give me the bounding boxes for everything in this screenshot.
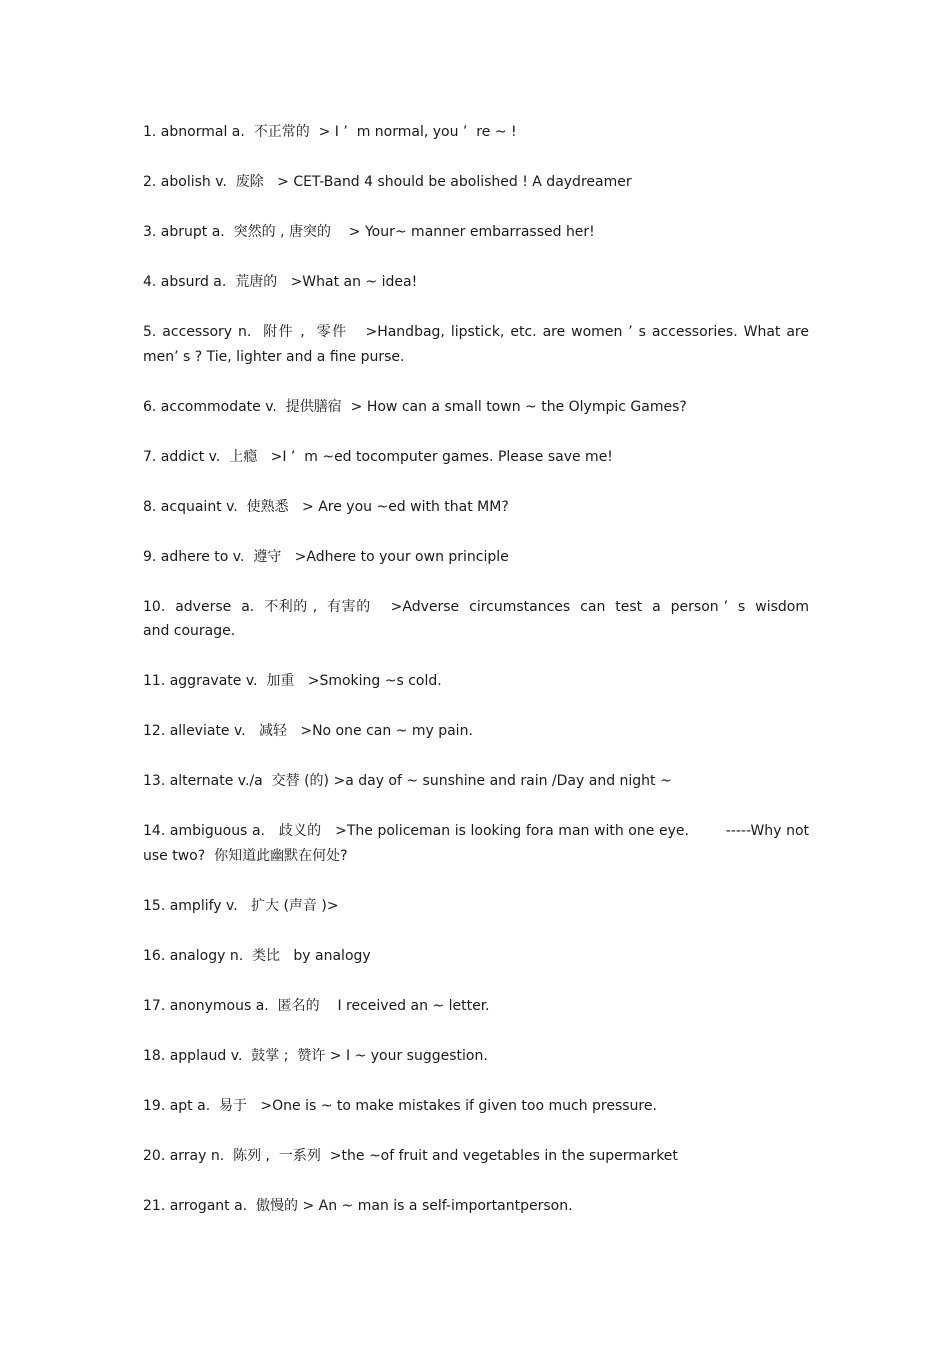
entry-analogy: 16. analogy n. 类比 by analogy bbox=[143, 947, 371, 964]
entry-aggravate: 11. aggravate v. 加重 >Smoking ~s cold. bbox=[143, 673, 442, 689]
entry-abrupt: 3. abrupt a. 突然的 , 唐突的 > Your~ manner embarrassed her! bbox=[143, 224, 595, 240]
entry-acquaint: 8. acquaint v. 使熟悉 > Are you ~ed with that MM? bbox=[143, 498, 509, 515]
entry-alternate: 13. alternate v./a 交替 (的) >a day of ~ sunshine and rain /Day and night ~ bbox=[143, 773, 672, 789]
entry-adhere-to: 9. adhere to v. 遵守 >Adhere to your own principle bbox=[143, 548, 509, 565]
entry-alleviate: 12. alleviate v. 减轻 >No one can ~ my pain. bbox=[143, 723, 473, 739]
entry-abolish: 2. abolish v. 废除 > CET-Band 4 should be abolished ! A daydreamer bbox=[143, 174, 632, 190]
entry-amplify: 15. amplify v. 扩大 (声音 )> bbox=[143, 897, 339, 914]
entry-arrogant: 21. arrogant a. 傲慢的 > An ~ man is a self-importantperson. bbox=[143, 1197, 573, 1214]
entry-apt: 19. apt a. 易于 >One is ~ to make mistakes if given too much pressure. bbox=[143, 1097, 657, 1114]
entry-anonymous: 17. anonymous a. 匿名的 I received an ~ letter. bbox=[143, 997, 490, 1014]
entry-accommodate: 6. accommodate v. 提供膳宿 > How can a small town ~ the Olympic Games? bbox=[143, 398, 687, 415]
entry-applaud: 18. applaud v. 鼓掌 ; 赞许 > I ~ your suggestion. bbox=[143, 1047, 488, 1064]
entry-accessory: 5. accessory n. 附件 , 零件 >Handbag, lipstick, etc. are women ’ s accessories. What are men’ s ? Tie, lighter and a fine purse. bbox=[143, 324, 814, 365]
entry-array: 20. array n. 陈列 , 一系列 >the ~of fruit and vegetables in the supermarket bbox=[143, 1147, 678, 1164]
entry-addict: 7. addict v. 上瘾 >I ’ m ~ed tocomputer games. Please save me! bbox=[143, 448, 613, 465]
entry-adverse: 10. adverse a. 不利的 , 有害的 >Adverse circumstances can test a person ’ s wisdom and courage. bbox=[143, 598, 823, 639]
vocabulary-list bbox=[143, 120, 823, 1244]
entry-abnormal: 1. abnormal a. 不正常的 > I ’ m normal, you ’ re ~ ! bbox=[143, 124, 517, 140]
entry-ambiguous: 14. ambiguous a. 歧义的 >The policeman is looking fora man with one eye. -----Why not use two? 你知道此幽默在何处? bbox=[143, 823, 814, 864]
entry-absurd: 4. absurd a. 荒唐的 >What an ~ idea! bbox=[143, 274, 418, 290]
